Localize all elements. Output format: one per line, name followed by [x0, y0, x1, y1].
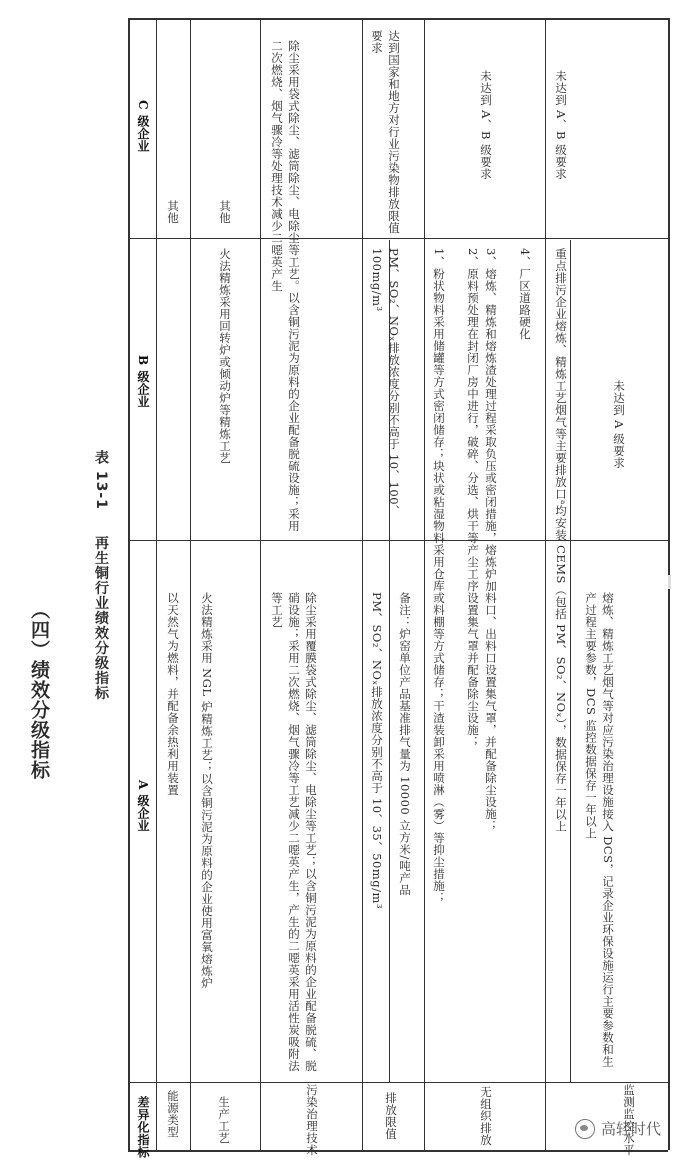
process-b-level: 火法精炼采用回转炉或倾动炉等精炼工艺 [218, 248, 232, 464]
emission-c-level: 达到国家和地方对行业污染物排放限值要求 [370, 30, 401, 234]
monitoring-ab-shared: 重点排污企业熔炼、精炼工艺烟气等主要排放口ᵃ均安装 CEMS（包括 PM、SO₂、NOₓ），数据保存一年以上 [554, 248, 568, 833]
table-header-divider [128, 1082, 668, 1083]
table-title: 再生铜行业绩效分级指标 [93, 535, 109, 701]
emission-note: 备注：炉窑单位产品基准排气量为 10000 立方米/吨产品 [398, 592, 412, 896]
table-left-border [128, 18, 130, 1150]
row-label-energy: 能源类型 [166, 1090, 180, 1138]
row-divider-header [156, 18, 157, 1150]
energy-a-level: 以天然气为燃料，并配备余热利用装置 [166, 592, 180, 796]
row-divider-emission [424, 18, 425, 1150]
process-a-level: 火法精炼采用 NGL 炉精炼工艺；以含铜污泥为原料的企业使用富氧熔炼炉 [200, 592, 214, 989]
energy-c-level: 其他 [166, 200, 180, 224]
monitoring-b-level: 未达到 A 级要求 [612, 380, 626, 470]
header-indicator: 差异化指标 [136, 1096, 150, 1159]
table-bottom-border [128, 1150, 668, 1152]
row-label-monitoring: 监测监控水平 [622, 1084, 636, 1156]
row-divider-fugitive [545, 18, 546, 1150]
row-label-emission: 排放限值 [384, 1092, 398, 1140]
process-c-level: 其他 [218, 200, 232, 224]
watermark-text: 高轻时代 [601, 1120, 662, 1138]
monitoring-a-level: 熔炼、精炼工艺烟气等对应污染治理设施接入 DCS，记录企业环保设施运行主要参数和生产过程主要参数，DCS 监控数据保存一年以上 [584, 592, 615, 1068]
monitoring-c-level: 未达到 A、B 级要求 [554, 70, 568, 181]
table-col-divider-ab [128, 540, 668, 541]
pollution-a-level: 除尘采用覆膜袋式除尘、滤筒除尘、电除尘等工艺；以含铜污泥为原料的企业配备脱硫、脱硝设施；采用二次燃烧、烟气骤冷等工艺减少二噁英产生，产生的二噁英采用活性炭吸附法等工艺 [270, 592, 318, 1072]
header-a-level: A 级企业 [136, 780, 150, 832]
pollution-b-level: 除尘采用袋式除尘、滤筒除尘、电除尘等工艺。以含铜污泥为原料的企业配备脱硫设施；采用二次燃烧、烟气骤冷等处理技术减少二噁英产生 [270, 40, 301, 532]
row-label-pollution: 污染治理技术 [305, 1084, 319, 1156]
emission-b-level: PM、SO₂、NOₓ排放浓度分别不高于 10、100、100mg/m³ [370, 248, 401, 518]
row-label-fugitive: 无组织排放 [479, 1086, 493, 1146]
wechat-logo-icon [575, 1119, 595, 1139]
row-divider-monitor-sub [570, 240, 571, 1082]
row-divider-pollution [362, 18, 363, 1150]
emission-a-level: PM、SO₂、NOₓ排放浓度分别不高于 10、35、50mg/m³ [370, 592, 384, 910]
row-divider-process [260, 18, 261, 1150]
table-col-divider-bc [128, 238, 668, 239]
row-label-process: 生产工艺 [217, 1096, 231, 1144]
fugitive-line-1: 1、粉状物料采用储罐等方式密闭储存；块状或粘湿物料采用仓库或料棚等方式储存；干渣装卸采用喷淋（雾）等抑尘措施； [432, 248, 446, 904]
table-top-border [128, 18, 668, 20]
fugitive-line-4: 4、厂区道路硬化 [518, 248, 532, 340]
fugitive-line-3: 3、熔炼、精炼和熔炼渣处理过程采取负压或密闭措施，熔炼炉加料口、出料口设置集气罩，并配备除尘设施； [484, 248, 498, 832]
table-number: 表 13-1 [93, 450, 109, 510]
section-heading: （四）绩效分级指标 [28, 600, 50, 780]
header-c-level: C 级企业 [136, 100, 150, 153]
fugitive-c-level: 未达到 A、B 级要求 [479, 70, 493, 181]
header-b-level: B 级企业 [136, 355, 150, 408]
watermark [575, 1118, 661, 1139]
table-caption [92, 450, 110, 701]
page-edge-mark [668, 575, 671, 589]
fugitive-line-2: 2、原料预处理在封闭厂房中进行，破碎、分选、烘干等产尘工序设置集气罩并配备除尘设施； [466, 248, 480, 748]
row-divider-energy [190, 18, 191, 1150]
